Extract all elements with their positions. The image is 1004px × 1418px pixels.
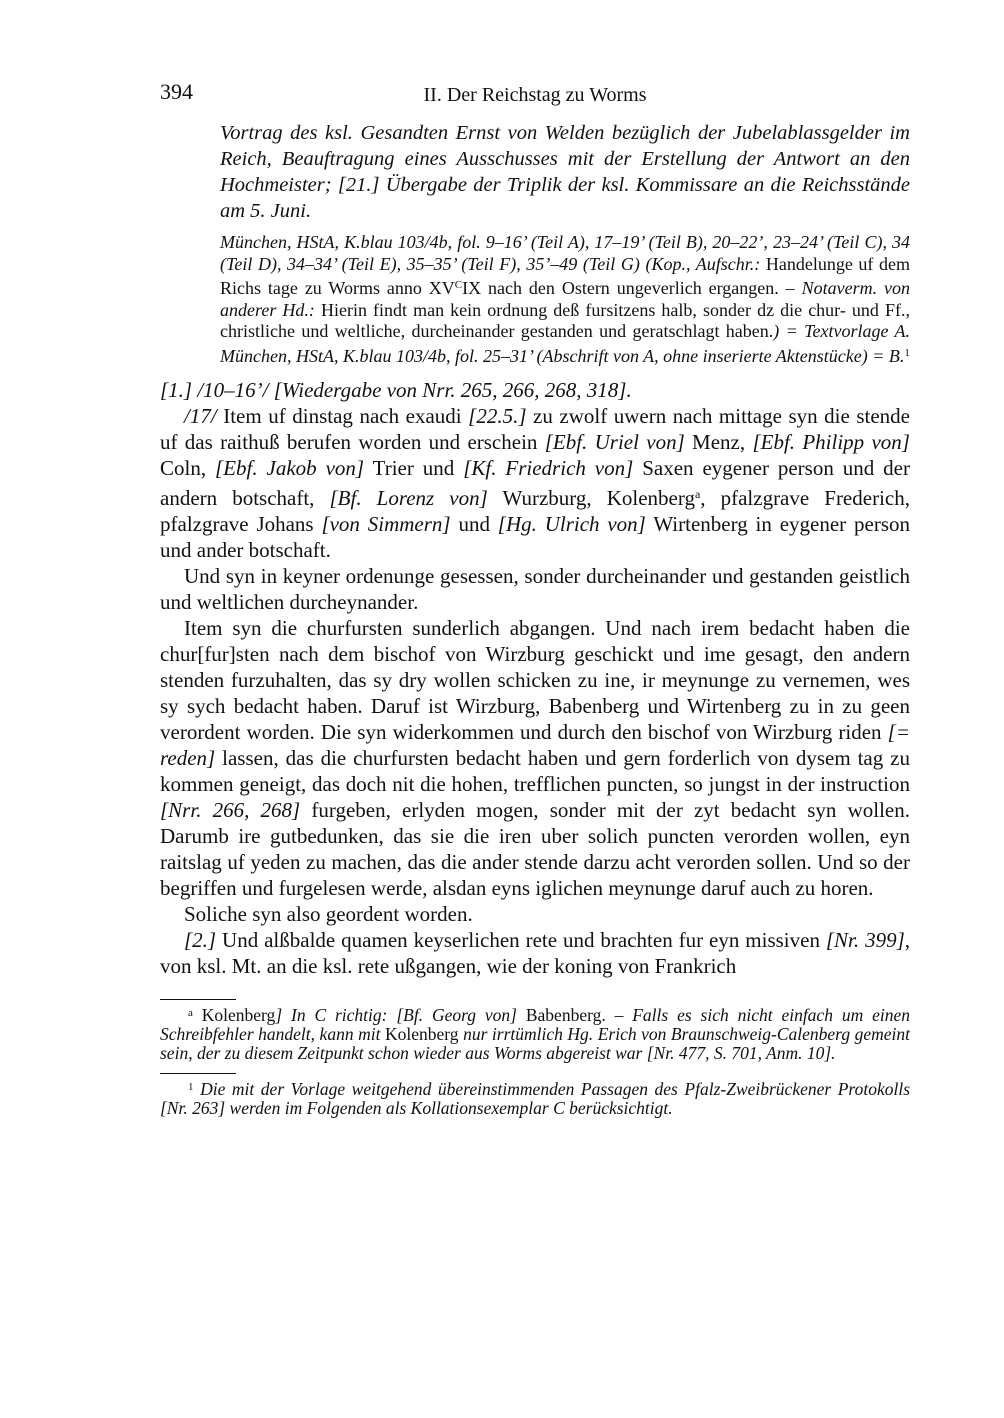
text-run: zu zwolf uwern nach mittage syn die stende uf das raithuß berufen worden und erschein	[160, 404, 910, 454]
page-number: 394	[160, 79, 193, 104]
editorial-note: [Ebf. Philipp von]	[752, 430, 910, 454]
editorial-note: [Nr. 399]	[825, 928, 905, 952]
source-note-archive: München, HStA, K.blau 103/4b, fol. 9–16’ (Teil A), 17–19’ (Teil B), 20–22’, 23–24’ (Teil C), 34 (Teil D), 34–34’ (Teil E), 35–35’ (Teil F), 35’–49 (Teil G) (Kop., Aufschr.:	[220, 232, 910, 274]
folio-marker: /17/	[184, 404, 217, 428]
editorial-note: [22.5.]	[468, 404, 527, 428]
editorial-note: [Hg. Ulrich von]	[497, 512, 646, 536]
footnote-1	[160, 1078, 910, 1118]
footnote-divider-2	[160, 1073, 236, 1074]
source-note	[220, 232, 910, 367]
text-run: Kolenberg	[192, 1005, 276, 1025]
text-run: Item uf dinstag nach exaudi	[216, 404, 469, 428]
paragraph-5: Soliche syn also geordent worden.	[184, 902, 473, 926]
document-body	[160, 377, 910, 979]
editorial-note: nur irrtümlich Hg. Erich von Braunschweig-Calenberg gemeint sein, der zu diesem Zeitpunkt schon wieder aus Worms abgereist war [Nr. 477, S. 701, Anm. 10].	[160, 1024, 911, 1063]
paragraph-6	[160, 927, 910, 979]
text-run: Saxen eygener person und der andern botschaft,	[160, 456, 910, 510]
footnote-mark: 1	[188, 1081, 194, 1093]
paragraph-1	[160, 377, 910, 403]
editorial-note: [von Simmern]	[321, 512, 451, 536]
paragraph-3: Und syn in keyner ordenunge gesessen, sonder durcheinander und gestanden geistlich und weltlichen durcheynander.	[160, 564, 910, 614]
source-note-remark-label: Notaverm. von anderer Hd.:	[220, 278, 910, 320]
text-run: Trier und	[364, 456, 464, 480]
paragraph-4	[160, 615, 910, 901]
text-run: Kolenberg	[380, 1024, 464, 1044]
text-run: Und alßbalde quamen keyserlichen rete und brachten fur eyn missiven	[216, 928, 826, 952]
footnote-mark: a	[188, 1007, 193, 1019]
source-note-inscription: Handelunge uf dem Richs tage zu Worms anno XV	[220, 253, 910, 298]
footnote-a	[160, 1004, 910, 1063]
editorial-note: [Nrr. 266, 268]	[160, 798, 301, 822]
source-note-superscript: C	[454, 279, 463, 291]
text-run: Wirtenberg in eygener person und ander botschaft.	[160, 512, 910, 562]
editorial-note: [Ebf. Uriel von]	[544, 430, 685, 454]
editorial-note: ] In C richtig: [Bf. Georg von]	[275, 1005, 517, 1025]
editorial-note: [Ebf. Jakob von]	[215, 456, 365, 480]
text-run: Wurzburg, Kolenberg	[487, 486, 695, 510]
editorial-note: Falls es sich nicht einfach um einen Schreibfehler handelt, kann mit	[160, 1005, 910, 1044]
text-run: Babenberg. –	[516, 1005, 633, 1025]
paragraph-2	[160, 403, 910, 563]
text-run: Menz,	[684, 430, 753, 454]
footnote-ref-1[interactable]: 1	[904, 346, 910, 359]
section-marker: [1.] /10–16’/ [Wiedergabe von Nrr. 265, 266, 268, 318].	[160, 378, 632, 402]
text-run: Item syn die churfursten sunderlich abgangen. Und nach irem bedacht haben die chur[fur]sten nach dem bischof von Wirzburg geschickt und ime gesagt, den andern stenden furzuhalten, das sy dry wollen schicken zu ine, ir meynunge zu vernemen, wes sy sych bedacht haben. Daruf ist Wirzburg, Babenberg und Wirtenberg zu in zu geen verordent worden. Die syn widerkommen und durch den bischof von Wirzburg riden	[160, 616, 910, 744]
editorial-note: [= reden]	[160, 720, 910, 770]
editorial-note: [Kf. Friedrich von]	[463, 456, 634, 480]
text-run: , von ksl. Mt. an die ksl. rete ußgangen, wie der koning von Frankrich	[160, 928, 910, 978]
text-run: furgeben, erlyden mogen, sonder mit der zyt bedacht syn wollen. Darumb ire gutbedunken, das sie die iren uber solich puncten verorden wollen, eyn raitslag uf yeden zu machen, das die ander stende darzu acht verorden sollen. Und so der begriffen und furgelesen werde, alsdan eyns iglichen meynunge daruf auch zu horen.	[160, 798, 910, 900]
footnote-divider	[160, 999, 236, 1000]
text-run: lassen, das die churfursten bedacht haben und gern forderlich von dysem tag zu kommen geneigt, das doch nit die hohen, trefflichen puncten, so jungst in der instruction	[160, 746, 910, 796]
running-title: II. Der Reichstag zu Worms	[423, 84, 647, 106]
text-run: Coln,	[160, 456, 216, 480]
editorial-note: [Bf. Lorenz von]	[329, 486, 488, 510]
document-header	[220, 120, 910, 367]
document-page	[160, 78, 910, 1118]
footnote-text: Die mit der Vorlage weitgehend übereinstimmenden Passagen des Pfalz-Zweibrückener Protokolls [Nr. 263] werden im Folgenden als Kollationsexemplar C berücksichtigt.	[160, 1079, 910, 1118]
document-summary: Vortrag des ksl. Gesandten Ernst von Welden bezüglich der Jubelablassgelder im Reich, Beauftragung eines Ausschusses mit der Erstellung der Antwort an den Hochmeister; [21.] Übergabe der Triplik der ksl. Kommissare an die Reichsstände am 5. Juni.	[220, 122, 910, 222]
footnote-ref-a[interactable]: a	[694, 487, 701, 501]
running-head	[160, 78, 910, 106]
source-note-copies: ) = Textvorlage A. München, HStA, K.blau 103/4b, fol. 25–31’ (Abschrift von A, ohne inserierte Aktenstücke) = B.	[220, 321, 910, 366]
source-note-inscription-cont: IX nach den Ostern ungeverlich ergangen. –	[462, 278, 802, 298]
text-run: , pfalzgrave Frederich, pfalzgrave Johans	[160, 486, 910, 536]
section-marker: [2.]	[184, 928, 217, 952]
source-note-remark: Hierin findt man kein ordnung deß fursitzens halb, sonder dz die chur- und Ff., christliche und weltliche, durcheinander gestanden und geratschlagt haben.	[220, 299, 910, 341]
text-run: und	[450, 512, 498, 536]
